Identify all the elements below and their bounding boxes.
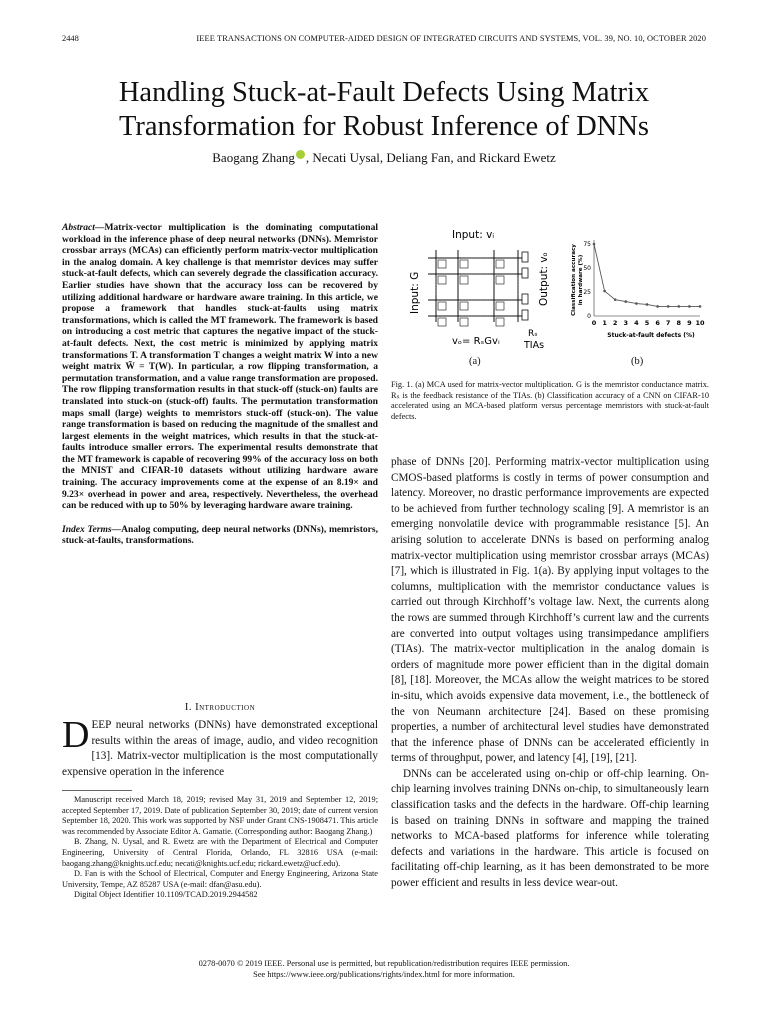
crossbar-ellipsis bbox=[436, 258, 518, 316]
data-point bbox=[699, 305, 702, 308]
data-point bbox=[625, 300, 628, 303]
x-tick-label: 4 bbox=[634, 319, 639, 327]
title-line-2: Transformation for Robust Inference of DNNs bbox=[118, 111, 650, 142]
page-number: 2448 bbox=[62, 34, 79, 43]
abstract-text: Matrix-vector multiplication is the dominating computational workload in the inference phase of deep neural networks (DNNs). Memristor crossbar arrays (MCAs) can efficiently perform matrix-vector multiplication in the analog domain. A key challenge is that memristor devices may suffer stuck-at-fault defects, which can severely degrade the classification accuracy. Earlier studies have shown that the accuracy loss can be recovered by utilizing additional hardware or hardware aware training. In this article, we propose a framework that handles stuck-at-faults using matrix transformations, which is called the MT framework. The framework is based on introducing a cost metric that captures the negative impact of the stuck-at-fault defects. Next, the cost metric is minimized by applying matrix transformations T. A transformation T changes a weight matrix W into a new weight matrix W̃ = T(W). In particular, a row flipping transformation, a permutation transformation, and a value range transformation are proposed. The row flipping transformation results in that stuck-off (stuck-on) faults are translated into stuck-on (stuck-off) faults. The permutation transformation maps small (large) weights to memristors stuck-off (stuck-on). The value range transformation is based on reducing the magnitude of the smallest and largest elements in the weight matrices, which results in that the stuck-at-faults introduce smaller errors. The experimental results demonstrate that the MT framework is capable of recovering 99% of the accuracy loss on both the MNIST and CIFAR-10 datasets without utilizing hardware aware training. The accuracy improvements come at the expense of an 8.19× and 9.23× overhead in power and area, respectively. Nevertheless, the overhead can be reduced with up to 50% by leveraging hardware aware training. bbox=[62, 222, 378, 512]
y-tick-label: 0 bbox=[587, 313, 591, 320]
data-point bbox=[603, 290, 606, 293]
right-paragraph-2: DNNs can be accelerated using on-chip or off-chip learning. On-chip learning involves training DNNs on-chip, to simultaneously learn classification tasks and the defects in the hardware. Off-chip learning is based on training DNNs in software and mapping the trained networks to MCA-based platforms for inference while tolerating defects and variations in the hardware. This article is focused on facilitating off-chip learning, as it has been demonstrated to be more power efficient and results in less device wear-out. bbox=[391, 767, 709, 890]
author-first: Baogang Zhang bbox=[212, 150, 295, 165]
data-point bbox=[635, 302, 638, 305]
index-terms-label: Index Terms— bbox=[62, 523, 122, 535]
x-tick-label: 7 bbox=[665, 319, 671, 327]
footnote-doi: Digital Object Identifier 10.1109/TCAD.2019.2944582 bbox=[74, 890, 258, 900]
diagram-rs-label: Rₛ bbox=[528, 329, 538, 339]
intro-text: EEP neural networks (DNNs) have demonstrated exceptional results within the areas of image, audio, and video recognition [13]. Matrix-vector multiplication is the most computationally expensive operation in the inference bbox=[62, 719, 378, 778]
data-point bbox=[678, 305, 681, 308]
figure-1 bbox=[394, 222, 710, 370]
data-point bbox=[688, 305, 691, 308]
x-tick-label: 10 bbox=[695, 319, 705, 327]
y-tick-label: 50 bbox=[583, 265, 591, 272]
diagram-tia-label: TIAs bbox=[524, 340, 545, 351]
right-column bbox=[391, 455, 709, 892]
paper-title bbox=[40, 76, 728, 144]
footnote-affiliation-1: B. Zhang, N. Uysal, and R. Ewetz are with the Department of Electrical and Computer Engineering, University of Central Florida, Orlando, FL 32816 USA (e-mail: baogang.zhang@knights.ucf.edu; necati@knights.ucf.edu; rickard.ewetz@ucf.edu). bbox=[62, 837, 378, 868]
footnotes bbox=[62, 795, 378, 901]
author-rest: , Necati Uysal, Deliang Fan, and Rickard Ewetz bbox=[305, 150, 556, 165]
right-paragraph-1: phase of DNNs [20]. Performing matrix-vector multiplication using CMOS-based platforms is costly in terms of power consumption and latency. Moreover, no drastic performance improvements are expected to be achieved from further technology scaling [9]. A memristor is an emerging nonvolatile device with programmable resistance [5]. An arising solution to accelerate DNNs is based on performing analog matrix-vector multiplication using memristor crossbar arrays (MCAs) [7], which is illustrated in Fig. 1(a). By applying input voltages to the columns, multiplication with the memristor conductance values is carried out through Kirchhoff’s voltage law. Next, the currents along the rows are summed through Kirchhoff’s current law and the currents are converted into output voltages using transimpedance amplifiers (TIAs). The matrix-vector multiplication in the analog domain is orders of magnitude more power efficient than in the digital domain [8], [18]. Moreover, the MCAs allow the weight matrices to be stored in-situ, which avoids expensive data movement, i.e., the bottleneck of the von Neumann architecture [24]. Based on these promising properties, a number of architectural level studies have demonstrated that the inference phase of DNNs can be accelerated efficiently in terms of throughput, power, and latency [4], [19], [21]. bbox=[391, 456, 709, 765]
x-tick-label: 3 bbox=[623, 319, 629, 327]
y-axis-label: Classification accuracyin hardware (%) bbox=[571, 244, 584, 316]
copyright-line-2: See https://www.ieee.org/publications/rights/index.html for more information. bbox=[253, 970, 515, 979]
copyright-notice bbox=[62, 958, 706, 980]
data-point bbox=[646, 303, 649, 306]
diagram-side-label: Input: G bbox=[409, 271, 421, 314]
index-terms-text: Analog computing, deep neural networks (DNNs), memristors, stuck-at-faults, transformations. bbox=[62, 523, 378, 547]
y-tick-label: 75 bbox=[583, 241, 591, 248]
x-tick-label: 1 bbox=[602, 319, 607, 327]
x-tick-label: 6 bbox=[655, 319, 660, 327]
data-point bbox=[656, 305, 659, 308]
footnote-affiliation-2: D. Fan is with the School of Electrical, Computer and Energy Engineering, Arizona State University, Tempe, AZ 85287 USA (e-mail: dfan@asu.edu). bbox=[62, 869, 378, 889]
copyright-line-1: 0278-0070 © 2019 IEEE. Personal use is permitted, but republication/redistribution requires IEEE permission. bbox=[198, 959, 570, 968]
crossbar-diagram bbox=[400, 224, 560, 354]
x-axis-label: Stuck-at-fault defects (%) bbox=[607, 332, 695, 339]
figure-caption: Fig. 1. (a) MCA used for matrix-vector multiplication. G is the memristor conductance matrix. Rₛ is the feedback resistance of the TIAs. (b) Classification accuracy of a CNN on CIFAR-10 accelerated using an MCA-based platform versus percentage memristors with stuck-at-fault defects. bbox=[391, 380, 709, 421]
index-terms bbox=[62, 524, 378, 547]
x-tick-label: 9 bbox=[687, 319, 692, 327]
diagram-formula: vₒ= RₛGvᵢ bbox=[452, 336, 500, 347]
diagram-output-label: Output: vₒ bbox=[538, 252, 550, 306]
orcid-icon[interactable] bbox=[296, 150, 305, 159]
title-line-1: Handling Stuck-at-Fault Defects Using Matrix bbox=[118, 77, 650, 108]
y-tick-label: 25 bbox=[583, 289, 591, 296]
x-tick-label: 8 bbox=[676, 319, 682, 327]
footnote-manuscript: Manuscript received March 18, 2019; revised May 31, 2019 and September 12, 2019; accepted September 17, 2019. Date of publication September 30, 2019; date of current version September 18, 2020. This work was supported by NSF under Grant CNS-1908471. This article was recommended by Associate Editor A. Gamatie. (Corresponding author: Baogang Zhang.) bbox=[62, 795, 378, 836]
tia-symbols bbox=[522, 252, 528, 320]
drop-cap: D bbox=[62, 714, 90, 756]
series-line bbox=[594, 244, 700, 306]
abstract bbox=[62, 222, 378, 512]
abstract-label: Abstract— bbox=[62, 222, 105, 233]
subcaption-a: (a) bbox=[469, 356, 481, 367]
diagram-input-label: Input: vᵢ bbox=[452, 229, 495, 241]
accuracy-chart bbox=[566, 224, 706, 354]
journal-name: IEEE TRANSACTIONS ON COMPUTER-AIDED DESIGN OF INTEGRATED CIRCUITS AND SYSTEMS, VOL. 39, NO. 10, OCTOBER 2020 bbox=[196, 34, 706, 43]
data-point bbox=[667, 305, 670, 308]
data-point bbox=[614, 298, 617, 301]
footnote-rule bbox=[62, 790, 132, 791]
author-list bbox=[40, 150, 728, 166]
x-tick-label: 5 bbox=[644, 319, 650, 327]
x-tick-label: 2 bbox=[612, 319, 618, 327]
left-column bbox=[62, 222, 378, 547]
subcaption-b: (b) bbox=[631, 356, 644, 367]
data-point bbox=[593, 243, 596, 246]
section-heading: I. Introduction bbox=[184, 702, 256, 713]
x-tick-label: 0 bbox=[591, 319, 597, 327]
intro-paragraph bbox=[62, 714, 378, 780]
